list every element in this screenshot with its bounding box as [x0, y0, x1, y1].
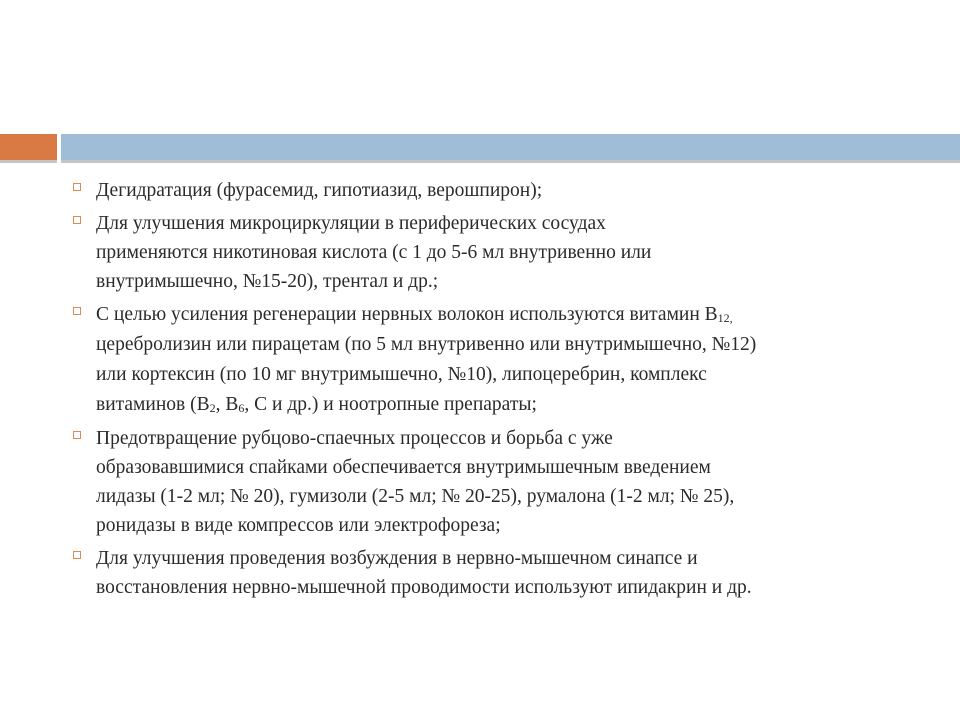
bullet-text-line: Предотвращение рубцово-спаечных процессов и борьба с уже: [96, 428, 613, 449]
bullet-text-line: Дегидратация (фурасемид, гипотиазид, верошпирон);: [96, 180, 543, 201]
bullet-square-icon: [73, 431, 81, 439]
bullet-square-icon: [73, 183, 81, 191]
bullet-text-line: Для улучшения микроциркуляции в периферических сосудах: [96, 213, 606, 234]
bullet-square-icon: [73, 307, 81, 315]
subscript: 12,: [717, 311, 733, 325]
bullet-text-line: ронидазы в виде компрессов или электрофореза;: [96, 515, 501, 536]
subscript: 2: [209, 401, 216, 415]
bullet-item-dehydration: [72, 176, 932, 205]
bullet-text-line: [96, 390, 932, 420]
bullet-text-line: внутримышечно, №15-20), трентал и др.;: [96, 271, 439, 292]
bullet-square-icon: [73, 216, 81, 224]
bullet-square-icon: [73, 551, 81, 559]
bullet-text-line: восстановления нервно-мышечной проводимости используют ипидакрин и др.: [96, 577, 752, 598]
text-segment: С целью усиления регенерации нервных волокон используются витамин В: [96, 304, 718, 325]
accent-shadow-main: [61, 160, 960, 163]
bullet-text-line: применяются никотиновая кислота (с 1 до 5-6 мл внутривенно или: [96, 242, 652, 263]
text-segment: витаминов (В: [96, 394, 210, 415]
bullet-item-microcirculation: [72, 209, 932, 296]
bullet-text-line: Для улучшения проведения возбуждения в нервно-мышечном синапсе и: [96, 548, 698, 569]
bullet-item-adhesions: [72, 424, 932, 540]
bullet-text-line: церебролизин или пирацетам (по 5 мл внутривенно или внутримышечно, №12): [96, 334, 757, 355]
text-segment: , В: [215, 394, 239, 415]
bullet-text-line: лидазы (1-2 мл; № 20), гумизоли (2-5 мл; № 20-25), румалона (1-2 мл; № 25),: [96, 486, 735, 507]
bullet-item-regeneration: [72, 300, 932, 420]
title-accent-orange-bar: [0, 134, 57, 160]
subscript: 6: [238, 401, 245, 415]
accent-shadow-left: [0, 160, 57, 163]
bullet-text-line: образовавшимися спайками обеспечивается внутримышечным введением: [96, 457, 711, 478]
bullet-item-neuromuscular: [72, 544, 932, 602]
bullet-list: [72, 176, 932, 606]
bullet-text-line: [96, 300, 932, 330]
bullet-text-line: или кортексин (по 10 мг внутримышечно, №10), липоцеребрин, комплекс: [96, 364, 707, 385]
text-segment: , С и др.) и ноотропные препараты;: [244, 394, 537, 415]
title-accent-blue-bar: [61, 134, 960, 160]
